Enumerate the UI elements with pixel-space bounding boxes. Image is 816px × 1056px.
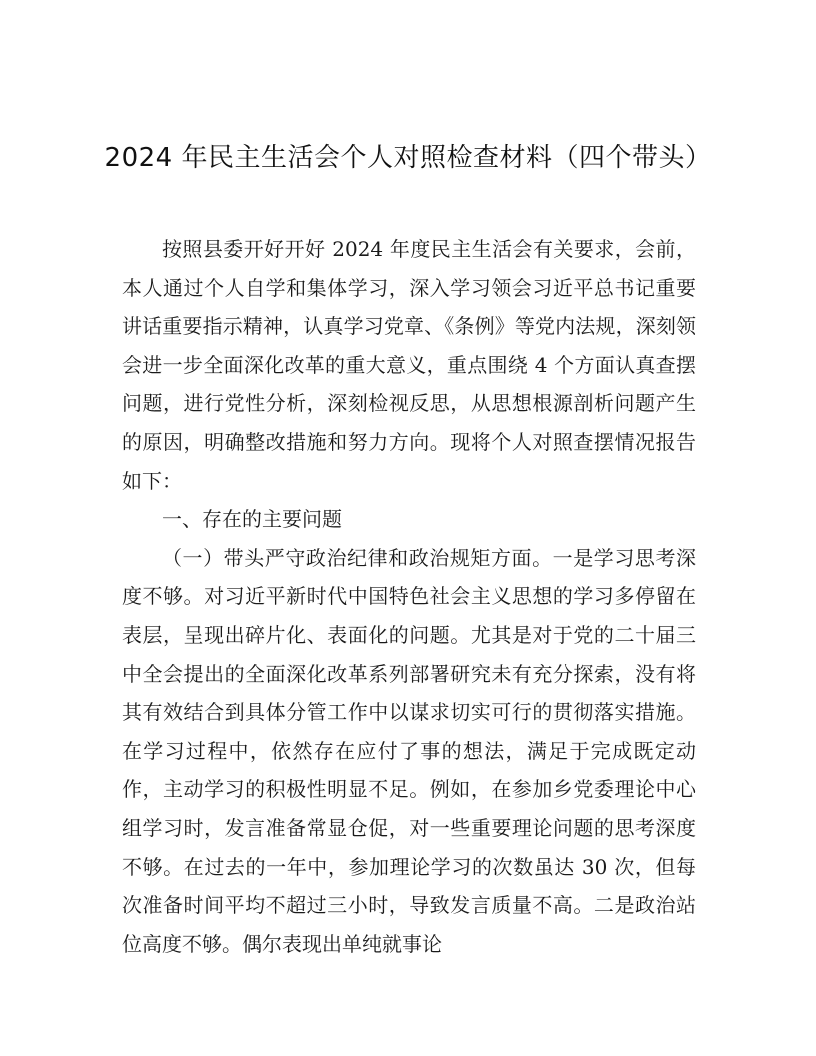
- problem-paragraph: （一）带头严守政治纪律和政治规矩方面。一是学习思考深度不够。对习近平新时代中国特色社会主义思想的学习多停留在表层，呈现出碎片化、表面化的问题。尤其是对于党的二十届三中全会提出的全面深化改革系列部署研究未有充分探索，没有将其有效结合到具体分管工作中以谋求切实可行的贯彻落实措施。在学习过程中，依然存在应付了事的想法，满足于完成既定动作，主动学习的积极性明显不足。例如，在参加乡党委理论中心组学习时，发言准备常显仓促，对一些重要理论问题的思考深度不够。在过去的一年中，参加理论学习的次数虽达 30 次，但每次准备时间平均不超过三小时，导致发言质量不高。二是政治站位高度不够。偶尔表现出单纯就事论: [122, 545, 696, 956]
- intro-paragraph: 按照县委开好开好 2024 年度民主生活会有关要求，会前，本人通过个人自学和集体学习，深入学习领会习近平总书记重要讲话重要指示精神，认真学习党章、《条例》等党内法规，深刻领会进一步全面深化改革的重大意义，重点围绕 4 个方面认真查摆问题，进行党性分析，深刻检视反思，从思想根源剖析问题产生的原因，明确整改措施和努力方向。现将个人对照查摆情况报告如下：: [122, 237, 696, 493]
- document-title: 2024 年民主生活会个人对照检查材料（四个带头）: [104, 143, 712, 173]
- section-heading: 一、存在的主要问题: [162, 507, 342, 532]
- document-body: [122, 230, 696, 963]
